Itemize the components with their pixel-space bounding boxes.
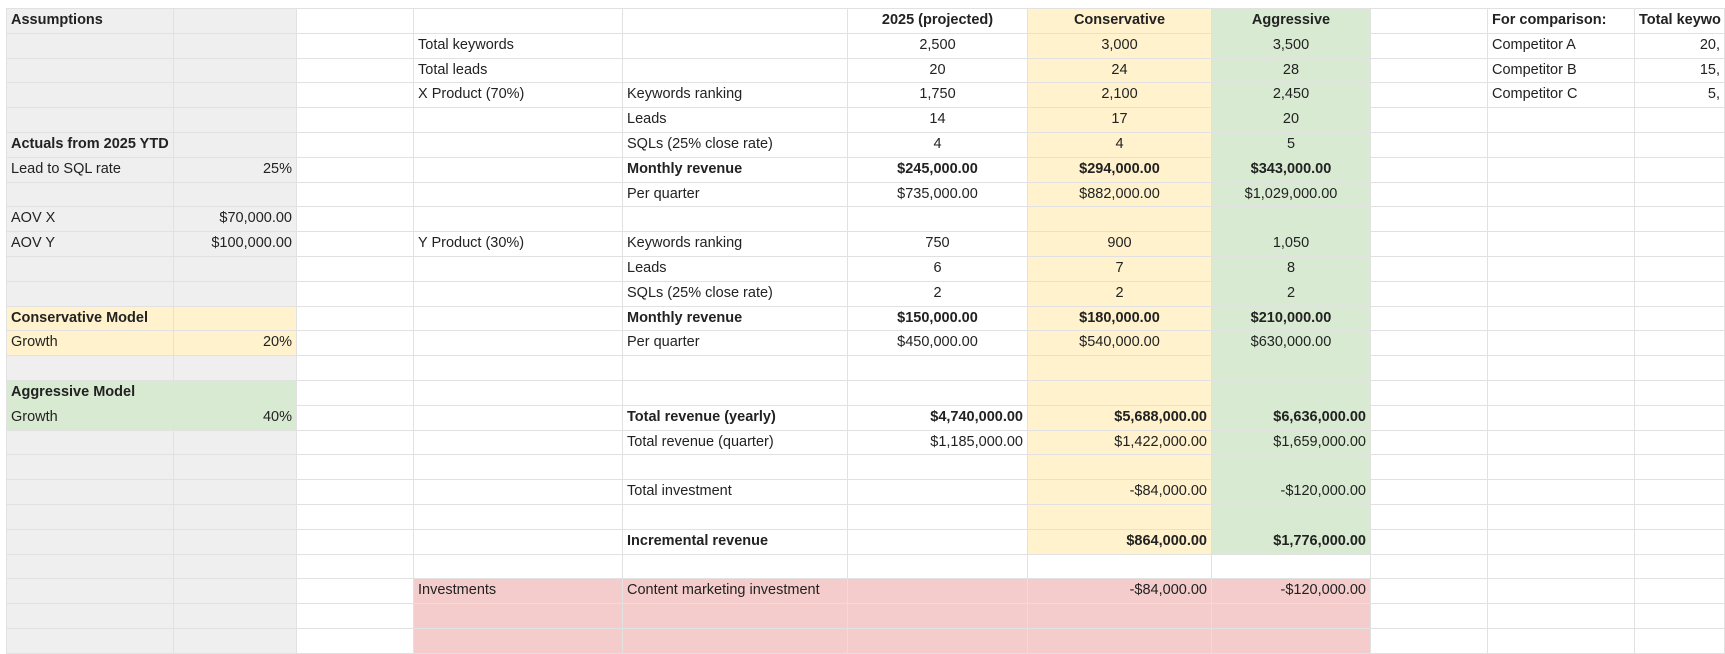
cell-G26[interactable] (1028, 629, 1212, 654)
cell-H12[interactable]: 2 (1212, 282, 1371, 307)
cell-E12[interactable]: SQLs (25% close rate) (623, 282, 848, 307)
cell-D10[interactable]: Y Product (30%) (414, 232, 623, 257)
cell-D18[interactable] (414, 431, 623, 456)
cell-H10[interactable]: 1,050 (1212, 232, 1371, 257)
cell-C2[interactable] (297, 34, 414, 59)
cell-B6[interactable] (174, 133, 297, 158)
cell-A25[interactable] (7, 604, 174, 629)
cell-K20[interactable] (1635, 480, 1725, 505)
cell-A12[interactable] (7, 282, 174, 307)
cell-F26[interactable] (848, 629, 1028, 654)
cell-G7[interactable]: $294,000.00 (1028, 158, 1212, 183)
cell-C8[interactable] (297, 183, 414, 208)
cell-J18[interactable] (1488, 431, 1635, 456)
cell-K8[interactable] (1635, 183, 1725, 208)
cell-A10[interactable]: AOV Y (7, 232, 174, 257)
cell-C1[interactable] (297, 9, 414, 34)
cell-J15[interactable] (1488, 356, 1635, 381)
cell-G23[interactable] (1028, 555, 1212, 580)
cell-D2[interactable]: Total keywords (414, 34, 623, 59)
cell-E3[interactable] (623, 59, 848, 84)
cell-H15[interactable] (1212, 356, 1371, 381)
cell-C17[interactable] (297, 406, 414, 431)
cell-D13[interactable] (414, 307, 623, 332)
cell-D5[interactable] (414, 108, 623, 133)
cell-B17[interactable]: 40% (174, 406, 297, 431)
cell-G11[interactable]: 7 (1028, 257, 1212, 282)
cell-A16[interactable]: Aggressive Model (7, 381, 174, 406)
cell-F23[interactable] (848, 555, 1028, 580)
cell-H8[interactable]: $1,029,000.00 (1212, 183, 1371, 208)
cell-D23[interactable] (414, 555, 623, 580)
cell-J20[interactable] (1488, 480, 1635, 505)
cell-A11[interactable] (7, 257, 174, 282)
cell-K23[interactable] (1635, 555, 1725, 580)
cell-F11[interactable]: 6 (848, 257, 1028, 282)
cell-H22[interactable]: $1,776,000.00 (1212, 530, 1371, 555)
cell-J26[interactable] (1488, 629, 1635, 654)
cell-G6[interactable]: 4 (1028, 133, 1212, 158)
cell-I9[interactable] (1371, 207, 1488, 232)
cell-G13[interactable]: $180,000.00 (1028, 307, 1212, 332)
cell-H18[interactable]: $1,659,000.00 (1212, 431, 1371, 456)
cell-J17[interactable] (1488, 406, 1635, 431)
cell-B22[interactable] (174, 530, 297, 555)
cell-E24[interactable]: Content marketing investment (623, 579, 848, 604)
cell-A15[interactable] (7, 356, 174, 381)
cell-G24[interactable]: -$84,000.00 (1028, 579, 1212, 604)
cell-K14[interactable] (1635, 331, 1725, 356)
cell-J3[interactable]: Competitor B (1488, 59, 1635, 84)
cell-C20[interactable] (297, 480, 414, 505)
cell-E25[interactable] (623, 604, 848, 629)
cell-E2[interactable] (623, 34, 848, 59)
cell-J11[interactable] (1488, 257, 1635, 282)
cell-G16[interactable] (1028, 381, 1212, 406)
cell-E1[interactable] (623, 9, 848, 34)
cell-F8[interactable]: $735,000.00 (848, 183, 1028, 208)
cell-A4[interactable] (7, 83, 174, 108)
cell-D16[interactable] (414, 381, 623, 406)
cell-A26[interactable] (7, 629, 174, 654)
cell-F24[interactable] (848, 579, 1028, 604)
cell-K1[interactable]: Total keywo (1635, 9, 1725, 34)
cell-G22[interactable]: $864,000.00 (1028, 530, 1212, 555)
cell-J6[interactable] (1488, 133, 1635, 158)
cell-A7[interactable]: Lead to SQL rate (7, 158, 174, 183)
cell-D26[interactable] (414, 629, 623, 654)
cell-A13[interactable]: Conservative Model (7, 307, 174, 332)
cell-I10[interactable] (1371, 232, 1488, 257)
cell-F7[interactable]: $245,000.00 (848, 158, 1028, 183)
cell-G10[interactable]: 900 (1028, 232, 1212, 257)
cell-H5[interactable]: 20 (1212, 108, 1371, 133)
cell-D9[interactable] (414, 207, 623, 232)
cell-A21[interactable] (7, 505, 174, 530)
cell-B24[interactable] (174, 579, 297, 604)
cell-K10[interactable] (1635, 232, 1725, 257)
cell-J4[interactable]: Competitor C (1488, 83, 1635, 108)
cell-A3[interactable] (7, 59, 174, 84)
cell-G20[interactable]: -$84,000.00 (1028, 480, 1212, 505)
cell-F18[interactable]: $1,185,000.00 (848, 431, 1028, 456)
cell-B20[interactable] (174, 480, 297, 505)
cell-H14[interactable]: $630,000.00 (1212, 331, 1371, 356)
cell-D24[interactable]: Investments (414, 579, 623, 604)
cell-G3[interactable]: 24 (1028, 59, 1212, 84)
cell-B12[interactable] (174, 282, 297, 307)
cell-I23[interactable] (1371, 555, 1488, 580)
cell-B13[interactable] (174, 307, 297, 332)
cell-F20[interactable] (848, 480, 1028, 505)
cell-C11[interactable] (297, 257, 414, 282)
cell-C24[interactable] (297, 579, 414, 604)
cell-D6[interactable] (414, 133, 623, 158)
cell-H3[interactable]: 28 (1212, 59, 1371, 84)
cell-B1[interactable] (174, 9, 297, 34)
cell-E16[interactable] (623, 381, 848, 406)
cell-A22[interactable] (7, 530, 174, 555)
cell-G9[interactable] (1028, 207, 1212, 232)
cell-D14[interactable] (414, 331, 623, 356)
cell-I25[interactable] (1371, 604, 1488, 629)
cell-A18[interactable] (7, 431, 174, 456)
cell-G18[interactable]: $1,422,000.00 (1028, 431, 1212, 456)
cell-F9[interactable] (848, 207, 1028, 232)
cell-I11[interactable] (1371, 257, 1488, 282)
cell-F14[interactable]: $450,000.00 (848, 331, 1028, 356)
cell-D4[interactable]: X Product (70%) (414, 83, 623, 108)
cell-D19[interactable] (414, 455, 623, 480)
cell-E23[interactable] (623, 555, 848, 580)
cell-F17[interactable]: $4,740,000.00 (848, 406, 1028, 431)
cell-H23[interactable] (1212, 555, 1371, 580)
cell-C3[interactable] (297, 59, 414, 84)
cell-H4[interactable]: 2,450 (1212, 83, 1371, 108)
cell-C9[interactable] (297, 207, 414, 232)
cell-I21[interactable] (1371, 505, 1488, 530)
cell-B8[interactable] (174, 183, 297, 208)
cell-K22[interactable] (1635, 530, 1725, 555)
cell-G5[interactable]: 17 (1028, 108, 1212, 133)
cell-C22[interactable] (297, 530, 414, 555)
cell-H11[interactable]: 8 (1212, 257, 1371, 282)
cell-E10[interactable]: Keywords ranking (623, 232, 848, 257)
cell-I5[interactable] (1371, 108, 1488, 133)
cell-I6[interactable] (1371, 133, 1488, 158)
cell-H16[interactable] (1212, 381, 1371, 406)
cell-C15[interactable] (297, 356, 414, 381)
cell-E15[interactable] (623, 356, 848, 381)
cell-A9[interactable]: AOV X (7, 207, 174, 232)
cell-K17[interactable] (1635, 406, 1725, 431)
cell-B7[interactable]: 25% (174, 158, 297, 183)
cell-F21[interactable] (848, 505, 1028, 530)
cell-D7[interactable] (414, 158, 623, 183)
cell-E4[interactable]: Keywords ranking (623, 83, 848, 108)
cell-E6[interactable]: SQLs (25% close rate) (623, 133, 848, 158)
cell-C6[interactable] (297, 133, 414, 158)
cell-I20[interactable] (1371, 480, 1488, 505)
cell-I15[interactable] (1371, 356, 1488, 381)
cell-C12[interactable] (297, 282, 414, 307)
cell-J5[interactable] (1488, 108, 1635, 133)
cell-K15[interactable] (1635, 356, 1725, 381)
cell-I2[interactable] (1371, 34, 1488, 59)
cell-B18[interactable] (174, 431, 297, 456)
cell-J7[interactable] (1488, 158, 1635, 183)
cell-D8[interactable] (414, 183, 623, 208)
cell-B5[interactable] (174, 108, 297, 133)
cell-G8[interactable]: $882,000.00 (1028, 183, 1212, 208)
cell-I22[interactable] (1371, 530, 1488, 555)
cell-A8[interactable] (7, 183, 174, 208)
cell-C23[interactable] (297, 555, 414, 580)
cell-D25[interactable] (414, 604, 623, 629)
cell-I7[interactable] (1371, 158, 1488, 183)
cell-J23[interactable] (1488, 555, 1635, 580)
cell-B26[interactable] (174, 629, 297, 654)
cell-E19[interactable] (623, 455, 848, 480)
cell-C18[interactable] (297, 431, 414, 456)
cell-D17[interactable] (414, 406, 623, 431)
cell-F12[interactable]: 2 (848, 282, 1028, 307)
cell-E13[interactable]: Monthly revenue (623, 307, 848, 332)
cell-A20[interactable] (7, 480, 174, 505)
cell-J2[interactable]: Competitor A (1488, 34, 1635, 59)
cell-C7[interactable] (297, 158, 414, 183)
cell-I18[interactable] (1371, 431, 1488, 456)
cell-F13[interactable]: $150,000.00 (848, 307, 1028, 332)
cell-I13[interactable] (1371, 307, 1488, 332)
cell-F15[interactable] (848, 356, 1028, 381)
cell-G14[interactable]: $540,000.00 (1028, 331, 1212, 356)
cell-E8[interactable]: Per quarter (623, 183, 848, 208)
cell-I19[interactable] (1371, 455, 1488, 480)
cell-B21[interactable] (174, 505, 297, 530)
cell-D20[interactable] (414, 480, 623, 505)
cell-F6[interactable]: 4 (848, 133, 1028, 158)
cell-C19[interactable] (297, 455, 414, 480)
cell-F4[interactable]: 1,750 (848, 83, 1028, 108)
cell-F5[interactable]: 14 (848, 108, 1028, 133)
cell-F22[interactable] (848, 530, 1028, 555)
cell-C5[interactable] (297, 108, 414, 133)
cell-E21[interactable] (623, 505, 848, 530)
cell-I17[interactable] (1371, 406, 1488, 431)
cell-J14[interactable] (1488, 331, 1635, 356)
cell-E5[interactable]: Leads (623, 108, 848, 133)
cell-C13[interactable] (297, 307, 414, 332)
cell-B3[interactable] (174, 59, 297, 84)
cell-H26[interactable] (1212, 629, 1371, 654)
cell-B19[interactable] (174, 455, 297, 480)
cell-J22[interactable] (1488, 530, 1635, 555)
cell-H17[interactable]: $6,636,000.00 (1212, 406, 1371, 431)
cell-K12[interactable] (1635, 282, 1725, 307)
cell-K26[interactable] (1635, 629, 1725, 654)
cell-J8[interactable] (1488, 183, 1635, 208)
cell-I3[interactable] (1371, 59, 1488, 84)
cell-A24[interactable] (7, 579, 174, 604)
cell-H21[interactable] (1212, 505, 1371, 530)
cell-K6[interactable] (1635, 133, 1725, 158)
cell-B11[interactable] (174, 257, 297, 282)
cell-H25[interactable] (1212, 604, 1371, 629)
cell-E9[interactable] (623, 207, 848, 232)
cell-B14[interactable]: 20% (174, 331, 297, 356)
cell-D15[interactable] (414, 356, 623, 381)
cell-C10[interactable] (297, 232, 414, 257)
cell-K9[interactable] (1635, 207, 1725, 232)
cell-F16[interactable] (848, 381, 1028, 406)
cell-I1[interactable] (1371, 9, 1488, 34)
cell-A6[interactable]: Actuals from 2025 YTD (7, 133, 174, 158)
cell-G21[interactable] (1028, 505, 1212, 530)
cell-H6[interactable]: 5 (1212, 133, 1371, 158)
cell-K7[interactable] (1635, 158, 1725, 183)
cell-C16[interactable] (297, 381, 414, 406)
cell-E14[interactable]: Per quarter (623, 331, 848, 356)
cell-G12[interactable]: 2 (1028, 282, 1212, 307)
cell-C4[interactable] (297, 83, 414, 108)
cell-C14[interactable] (297, 331, 414, 356)
cell-I16[interactable] (1371, 381, 1488, 406)
cell-J19[interactable] (1488, 455, 1635, 480)
cell-K11[interactable] (1635, 257, 1725, 282)
cell-E20[interactable]: Total investment (623, 480, 848, 505)
cell-H2[interactable]: 3,500 (1212, 34, 1371, 59)
cell-K19[interactable] (1635, 455, 1725, 480)
cell-I26[interactable] (1371, 629, 1488, 654)
cell-J24[interactable] (1488, 579, 1635, 604)
cell-K13[interactable] (1635, 307, 1725, 332)
cell-B9[interactable]: $70,000.00 (174, 207, 297, 232)
cell-E22[interactable]: Incremental revenue (623, 530, 848, 555)
cell-I12[interactable] (1371, 282, 1488, 307)
cell-A5[interactable] (7, 108, 174, 133)
cell-E26[interactable] (623, 629, 848, 654)
cell-A1[interactable]: Assumptions (7, 9, 174, 34)
cell-H13[interactable]: $210,000.00 (1212, 307, 1371, 332)
cell-I14[interactable] (1371, 331, 1488, 356)
cell-K25[interactable] (1635, 604, 1725, 629)
cell-K21[interactable] (1635, 505, 1725, 530)
cell-H24[interactable]: -$120,000.00 (1212, 579, 1371, 604)
cell-J1[interactable]: For comparison: (1488, 9, 1635, 34)
cell-B23[interactable] (174, 555, 297, 580)
cell-A23[interactable] (7, 555, 174, 580)
cell-B15[interactable] (174, 356, 297, 381)
cell-H20[interactable]: -$120,000.00 (1212, 480, 1371, 505)
cell-J9[interactable] (1488, 207, 1635, 232)
cell-E7[interactable]: Monthly revenue (623, 158, 848, 183)
cell-K18[interactable] (1635, 431, 1725, 456)
cell-G1[interactable]: Conservative (1028, 9, 1212, 34)
cell-I24[interactable] (1371, 579, 1488, 604)
cell-H9[interactable] (1212, 207, 1371, 232)
cell-B25[interactable] (174, 604, 297, 629)
cell-F10[interactable]: 750 (848, 232, 1028, 257)
cell-J12[interactable] (1488, 282, 1635, 307)
cell-D22[interactable] (414, 530, 623, 555)
cell-B10[interactable]: $100,000.00 (174, 232, 297, 257)
cell-A17[interactable]: Growth (7, 406, 174, 431)
cell-C26[interactable] (297, 629, 414, 654)
cell-F3[interactable]: 20 (848, 59, 1028, 84)
cell-G19[interactable] (1028, 455, 1212, 480)
cell-F1[interactable]: 2025 (projected) (848, 9, 1028, 34)
cell-K3[interactable]: 15, (1635, 59, 1725, 84)
cell-D21[interactable] (414, 505, 623, 530)
cell-K5[interactable] (1635, 108, 1725, 133)
cell-K24[interactable] (1635, 579, 1725, 604)
cell-E18[interactable]: Total revenue (quarter) (623, 431, 848, 456)
cell-G15[interactable] (1028, 356, 1212, 381)
cell-B4[interactable] (174, 83, 297, 108)
cell-J21[interactable] (1488, 505, 1635, 530)
cell-F19[interactable] (848, 455, 1028, 480)
cell-K16[interactable] (1635, 381, 1725, 406)
cell-D1[interactable] (414, 9, 623, 34)
cell-K2[interactable]: 20, (1635, 34, 1725, 59)
cell-G17[interactable]: $5,688,000.00 (1028, 406, 1212, 431)
cell-J16[interactable] (1488, 381, 1635, 406)
cell-A2[interactable] (7, 34, 174, 59)
cell-A19[interactable] (7, 455, 174, 480)
cell-C21[interactable] (297, 505, 414, 530)
cell-H1[interactable]: Aggressive (1212, 9, 1371, 34)
cell-G2[interactable]: 3,000 (1028, 34, 1212, 59)
cell-I4[interactable] (1371, 83, 1488, 108)
cell-I8[interactable] (1371, 183, 1488, 208)
cell-B16[interactable] (174, 381, 297, 406)
cell-D3[interactable]: Total leads (414, 59, 623, 84)
cell-B2[interactable] (174, 34, 297, 59)
cell-E17[interactable]: Total revenue (yearly) (623, 406, 848, 431)
cell-F2[interactable]: 2,500 (848, 34, 1028, 59)
cell-J25[interactable] (1488, 604, 1635, 629)
cell-H19[interactable] (1212, 455, 1371, 480)
cell-C25[interactable] (297, 604, 414, 629)
spreadsheet-grid (6, 8, 1725, 654)
cell-F25[interactable] (848, 604, 1028, 629)
cell-J10[interactable] (1488, 232, 1635, 257)
cell-H7[interactable]: $343,000.00 (1212, 158, 1371, 183)
cell-D12[interactable] (414, 282, 623, 307)
cell-E11[interactable]: Leads (623, 257, 848, 282)
cell-K4[interactable]: 5, (1635, 83, 1725, 108)
cell-J13[interactable] (1488, 307, 1635, 332)
cell-G4[interactable]: 2,100 (1028, 83, 1212, 108)
cell-G25[interactable] (1028, 604, 1212, 629)
cell-A14[interactable]: Growth (7, 331, 174, 356)
cell-D11[interactable] (414, 257, 623, 282)
